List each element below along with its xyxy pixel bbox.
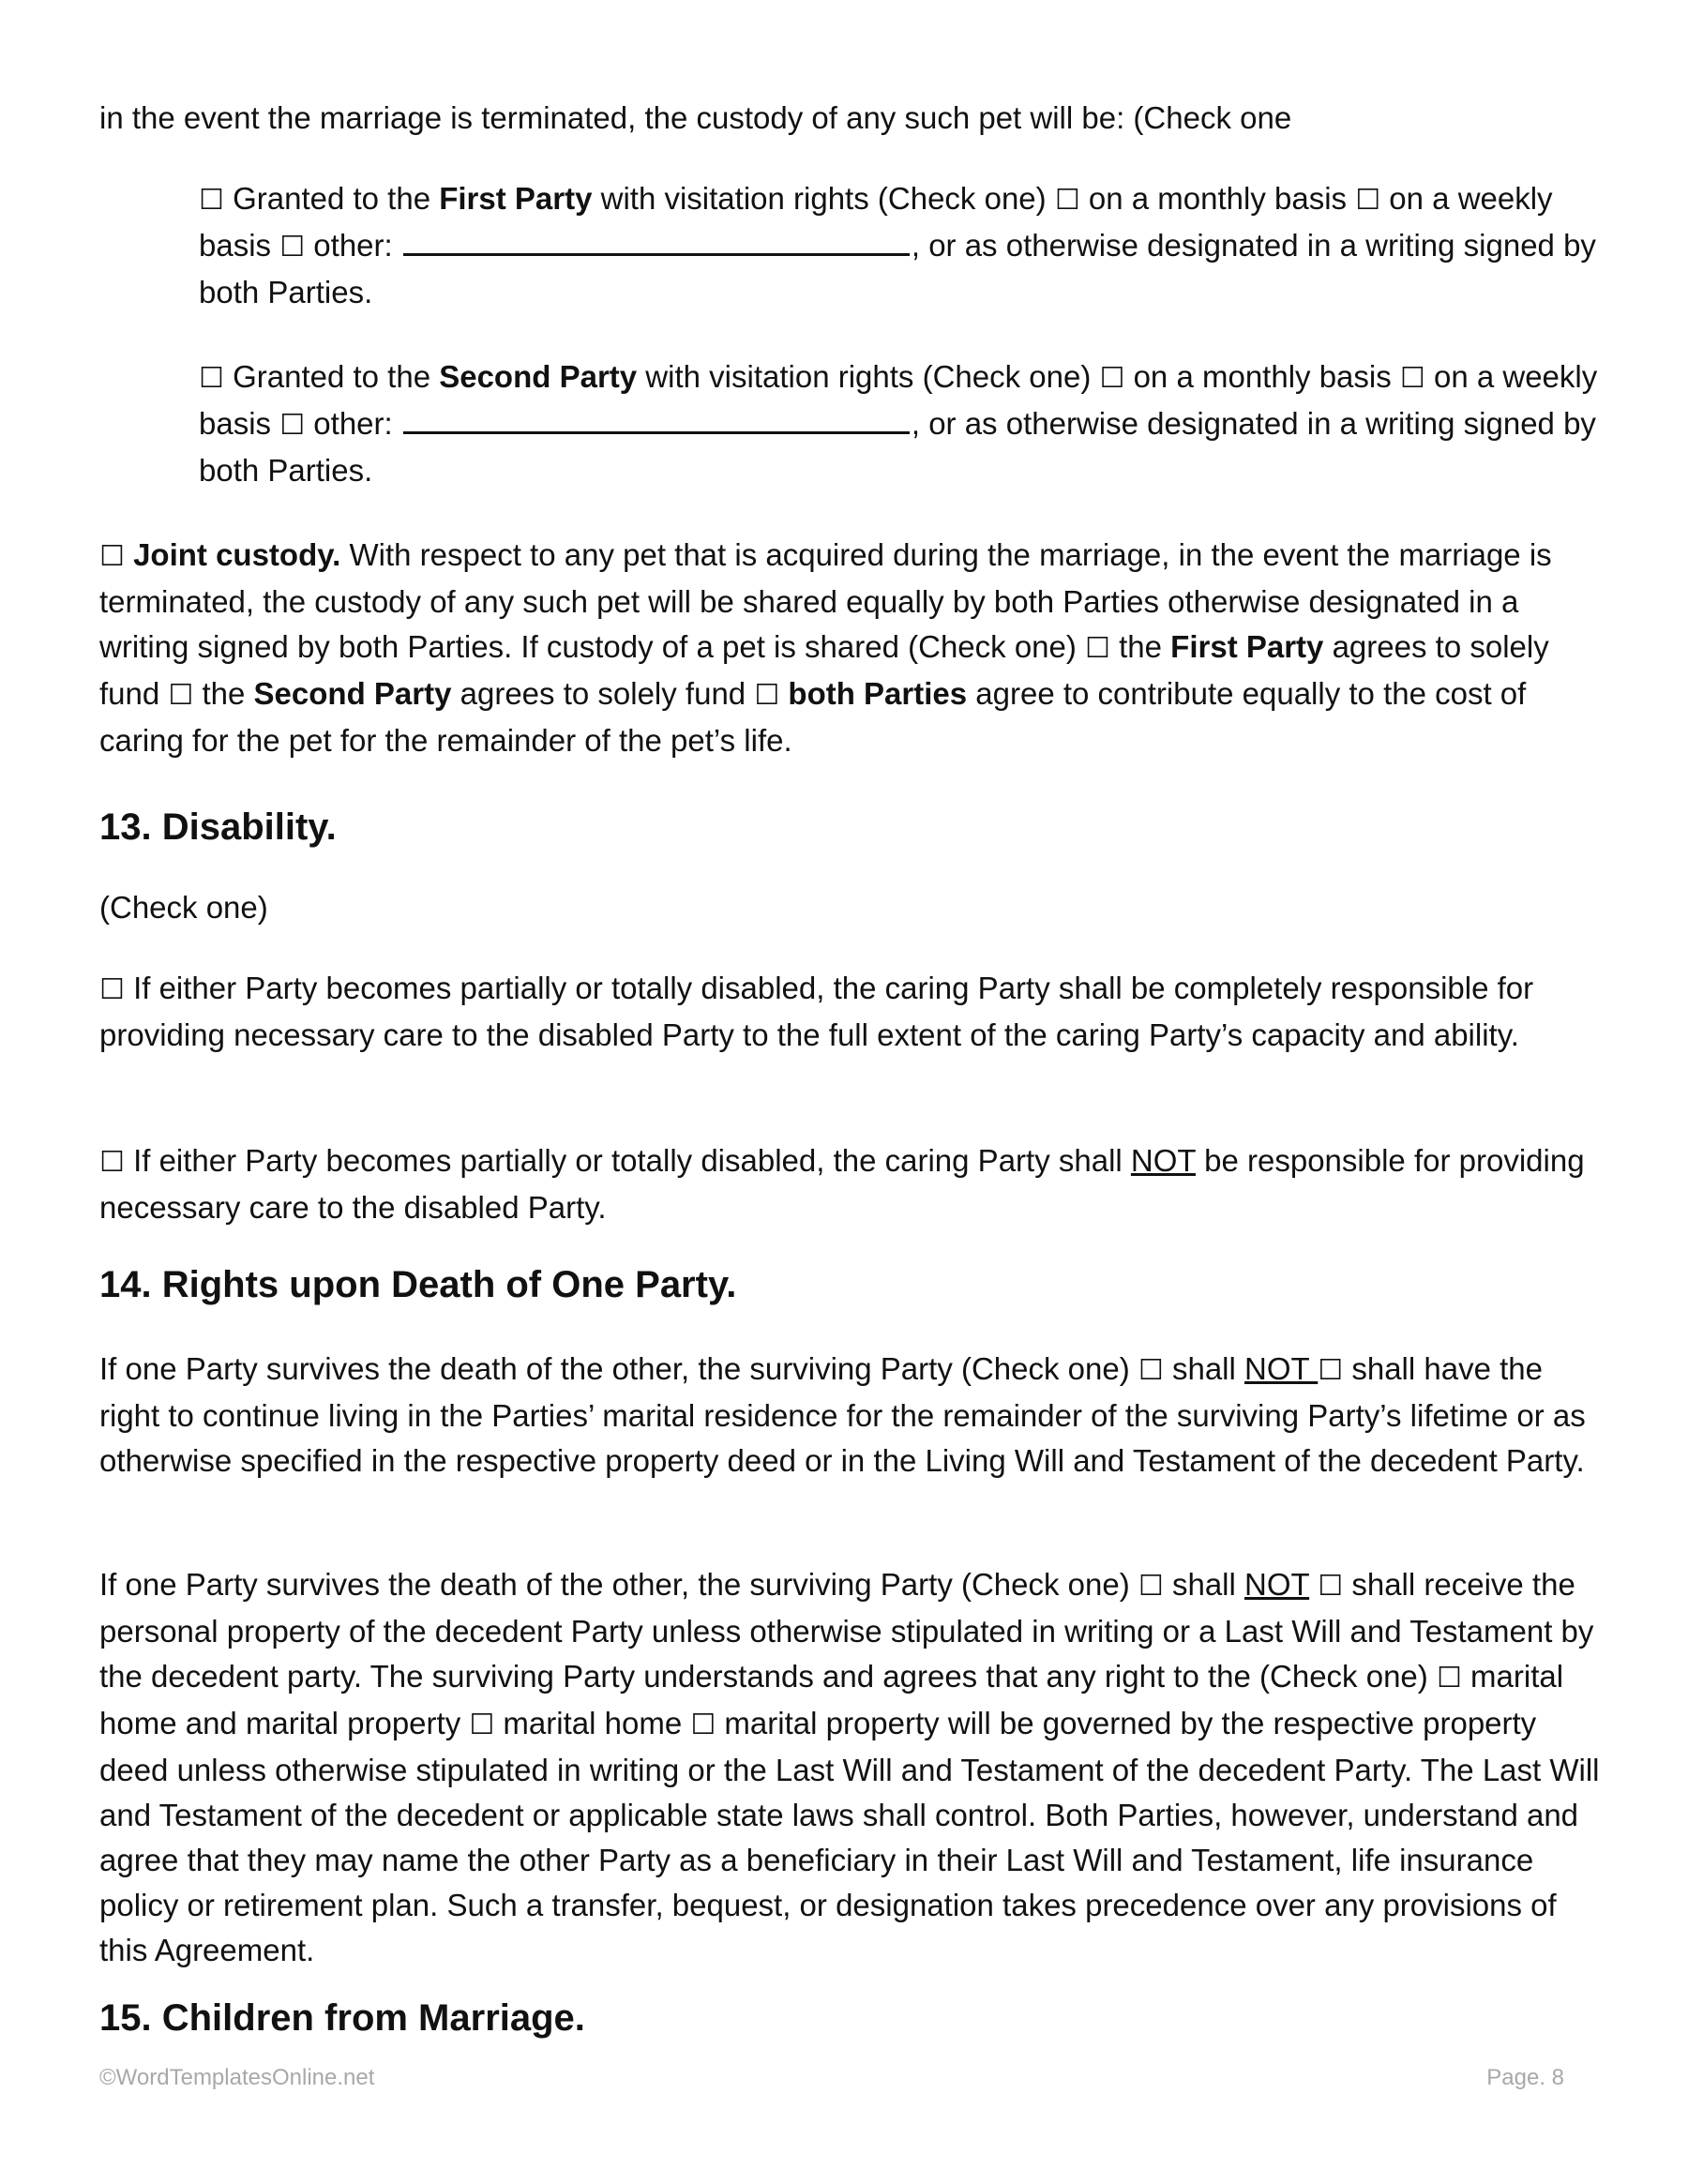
section-14-heading: 14. Rights upon Death of One Party. <box>99 1264 737 1305</box>
personal-property-paragraph: If one Party survives the death of the other, the surviving Party (Check one) ☐ shall NOT ☐ shall receive the personal property of the decedent Party unless otherwise stipulated in writing or a Last Will and Testament by the decedent party. The surviving Party understands and agrees that any right to the (Check one) ☐ marital home and marital property ☐ marital home ☐ marital property will be governed by the respective property deed unless otherwise stipulated in writing or the Last Will and Testament of the decedent Party. The Last Will and Testament of the decedent or applicable state laws shall control. Both Parties, however, understand and agree that they may name the other Party as a beneficiary in their Last Will and Testament, life insurance policy or retirement plan. Such a transfer, bequest, or designation takes precedence over any provisions of this Agreement. <box>99 1567 1600 1967</box>
checkbox[interactable]: ☐ <box>1099 362 1125 395</box>
checkbox[interactable]: ☐ <box>279 409 306 442</box>
checkbox[interactable]: ☐ <box>1138 1354 1164 1387</box>
pet-custody-intro: in the event the marriage is terminated, the custody of any such pet will be: (Check one <box>99 100 1292 135</box>
checkbox[interactable]: ☐ <box>690 1709 716 1741</box>
checkbox[interactable]: ☐ <box>1318 1354 1344 1387</box>
check-one-note: (Check one) <box>99 890 268 925</box>
section-13-heading: 13. Disability. <box>99 806 337 848</box>
checkbox[interactable]: ☐ <box>99 1146 125 1179</box>
disability-option-not-responsible: ☐ If either Party becomes partially or totally disabled, the caring Party shall NOT be responsible for providing necessary care to the disabled Party. <box>99 1143 1585 1225</box>
checkbox[interactable]: ☐ <box>1399 362 1425 395</box>
checkbox[interactable]: ☐ <box>1085 632 1110 665</box>
footer-page-number: Page. 8 <box>1486 2065 1564 2090</box>
footer-copyright: ©WordTemplatesOnline.net <box>99 2065 375 2090</box>
checkbox[interactable]: ☐ <box>279 231 306 264</box>
checkbox[interactable]: ☐ <box>1054 184 1080 217</box>
checkbox[interactable]: ☐ <box>754 679 780 712</box>
checkbox[interactable]: ☐ <box>1436 1662 1462 1694</box>
section-15-heading: 15. Children from Marriage. <box>99 1997 585 2039</box>
checkbox[interactable]: ☐ <box>469 1709 495 1741</box>
checkbox[interactable]: ☐ <box>199 184 224 217</box>
joint-custody-paragraph: ☐ Joint custody. With respect to any pet that is acquired during the marriage, in the event the marriage is terminated, the custody of any such pet will be shared equally by both Parties otherwise designated in a writing signed by both Parties. If custody of a pet is shared (Check one) ☐ the First Party agrees to solely fund ☐ the Second Party agrees to solely fund ☐ both Parties agree to contribute equally to the cost of caring for the pet for the remainder of the pet’s life. <box>99 537 1552 758</box>
checkbox[interactable]: ☐ <box>199 362 224 395</box>
first-party-custody-option: ☐ Granted to the First Party with visitation rights (Check one) ☐ on a monthly basis ☐ on a weekly basis ☐ other: , or as otherwise designated in a writing signed by both Parties. <box>199 181 1596 309</box>
checkbox[interactable]: ☐ <box>1355 184 1381 217</box>
checkbox[interactable]: ☐ <box>1138 1570 1164 1603</box>
second-party-custody-option: ☐ Granted to the Second Party with visitation rights (Check one) ☐ on a monthly basis ☐ on a weekly basis ☐ other: , or as otherwise designated in a writing signed by both Parties. <box>199 359 1598 488</box>
checkbox[interactable]: ☐ <box>99 973 125 1006</box>
fill-in-blank[interactable] <box>403 405 910 434</box>
checkbox[interactable]: ☐ <box>1318 1570 1344 1603</box>
checkbox[interactable]: ☐ <box>99 540 125 573</box>
disability-option-responsible: ☐ If either Party becomes partially or totally disabled, the caring Party shall be completely responsible for providing necessary care to the disabled Party to the full extent of the caring Party’s capacity and ability. <box>99 971 1534 1052</box>
checkbox[interactable]: ☐ <box>168 679 194 712</box>
residence-rights-paragraph: If one Party survives the death of the other, the surviving Party (Check one) ☐ shall NOT ☐ shall have the right to continue living in the Parties’ marital residence for the remainder of the surviving Party’s lifetime or as otherwise specified in the respective property deed or in the Living Will and Testament of the decedent Party. <box>99 1351 1586 1478</box>
fill-in-blank[interactable] <box>403 227 910 256</box>
